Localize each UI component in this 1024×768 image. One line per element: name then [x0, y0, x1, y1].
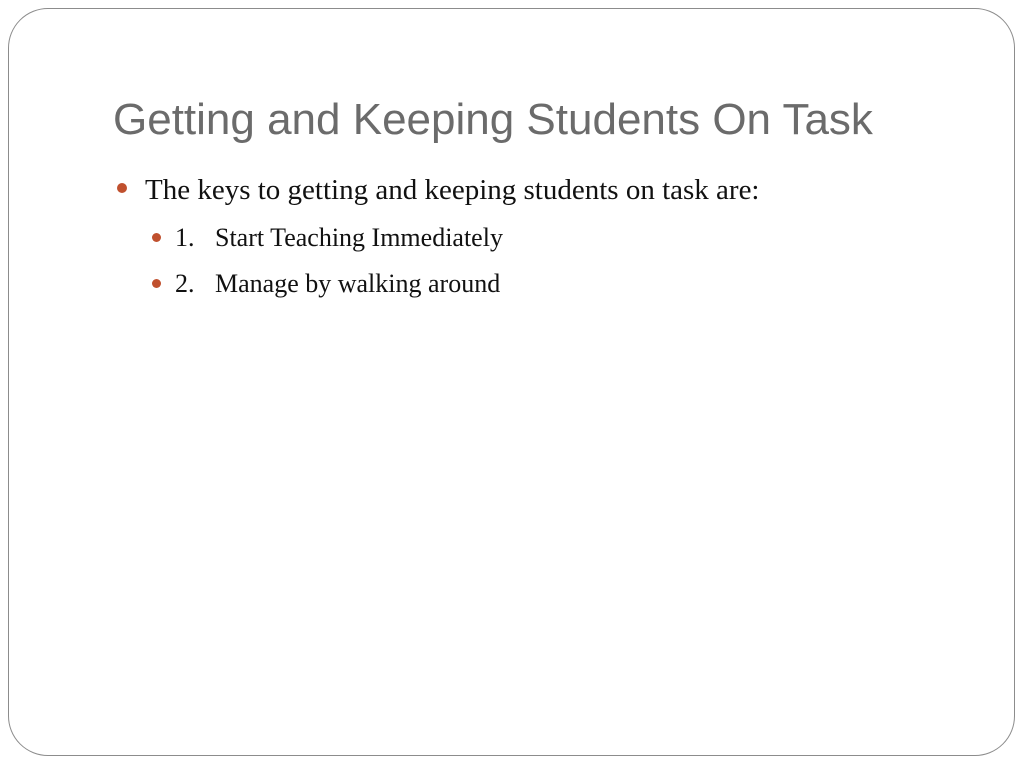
bullet-item — [115, 170, 995, 210]
sub-bullet-dot-icon — [152, 233, 161, 242]
sub-bullet-number: 2. — [175, 269, 195, 298]
sub-bullet-text: Manage by walking around — [215, 269, 501, 298]
sub-bullet-text: Start Teaching Immediately — [215, 223, 503, 252]
bullet-text: The keys to getting and keeping students on task are: — [145, 174, 760, 206]
sub-bullet-number: 1. — [175, 223, 195, 252]
slide-title: Getting and Keeping Students On Task — [113, 95, 873, 144]
bullet-list — [115, 170, 995, 302]
bullet-dot-icon — [117, 183, 127, 193]
sub-bullet-item — [115, 266, 995, 302]
sub-bullet-dot-icon — [152, 279, 161, 288]
sub-bullet-item — [115, 220, 995, 256]
